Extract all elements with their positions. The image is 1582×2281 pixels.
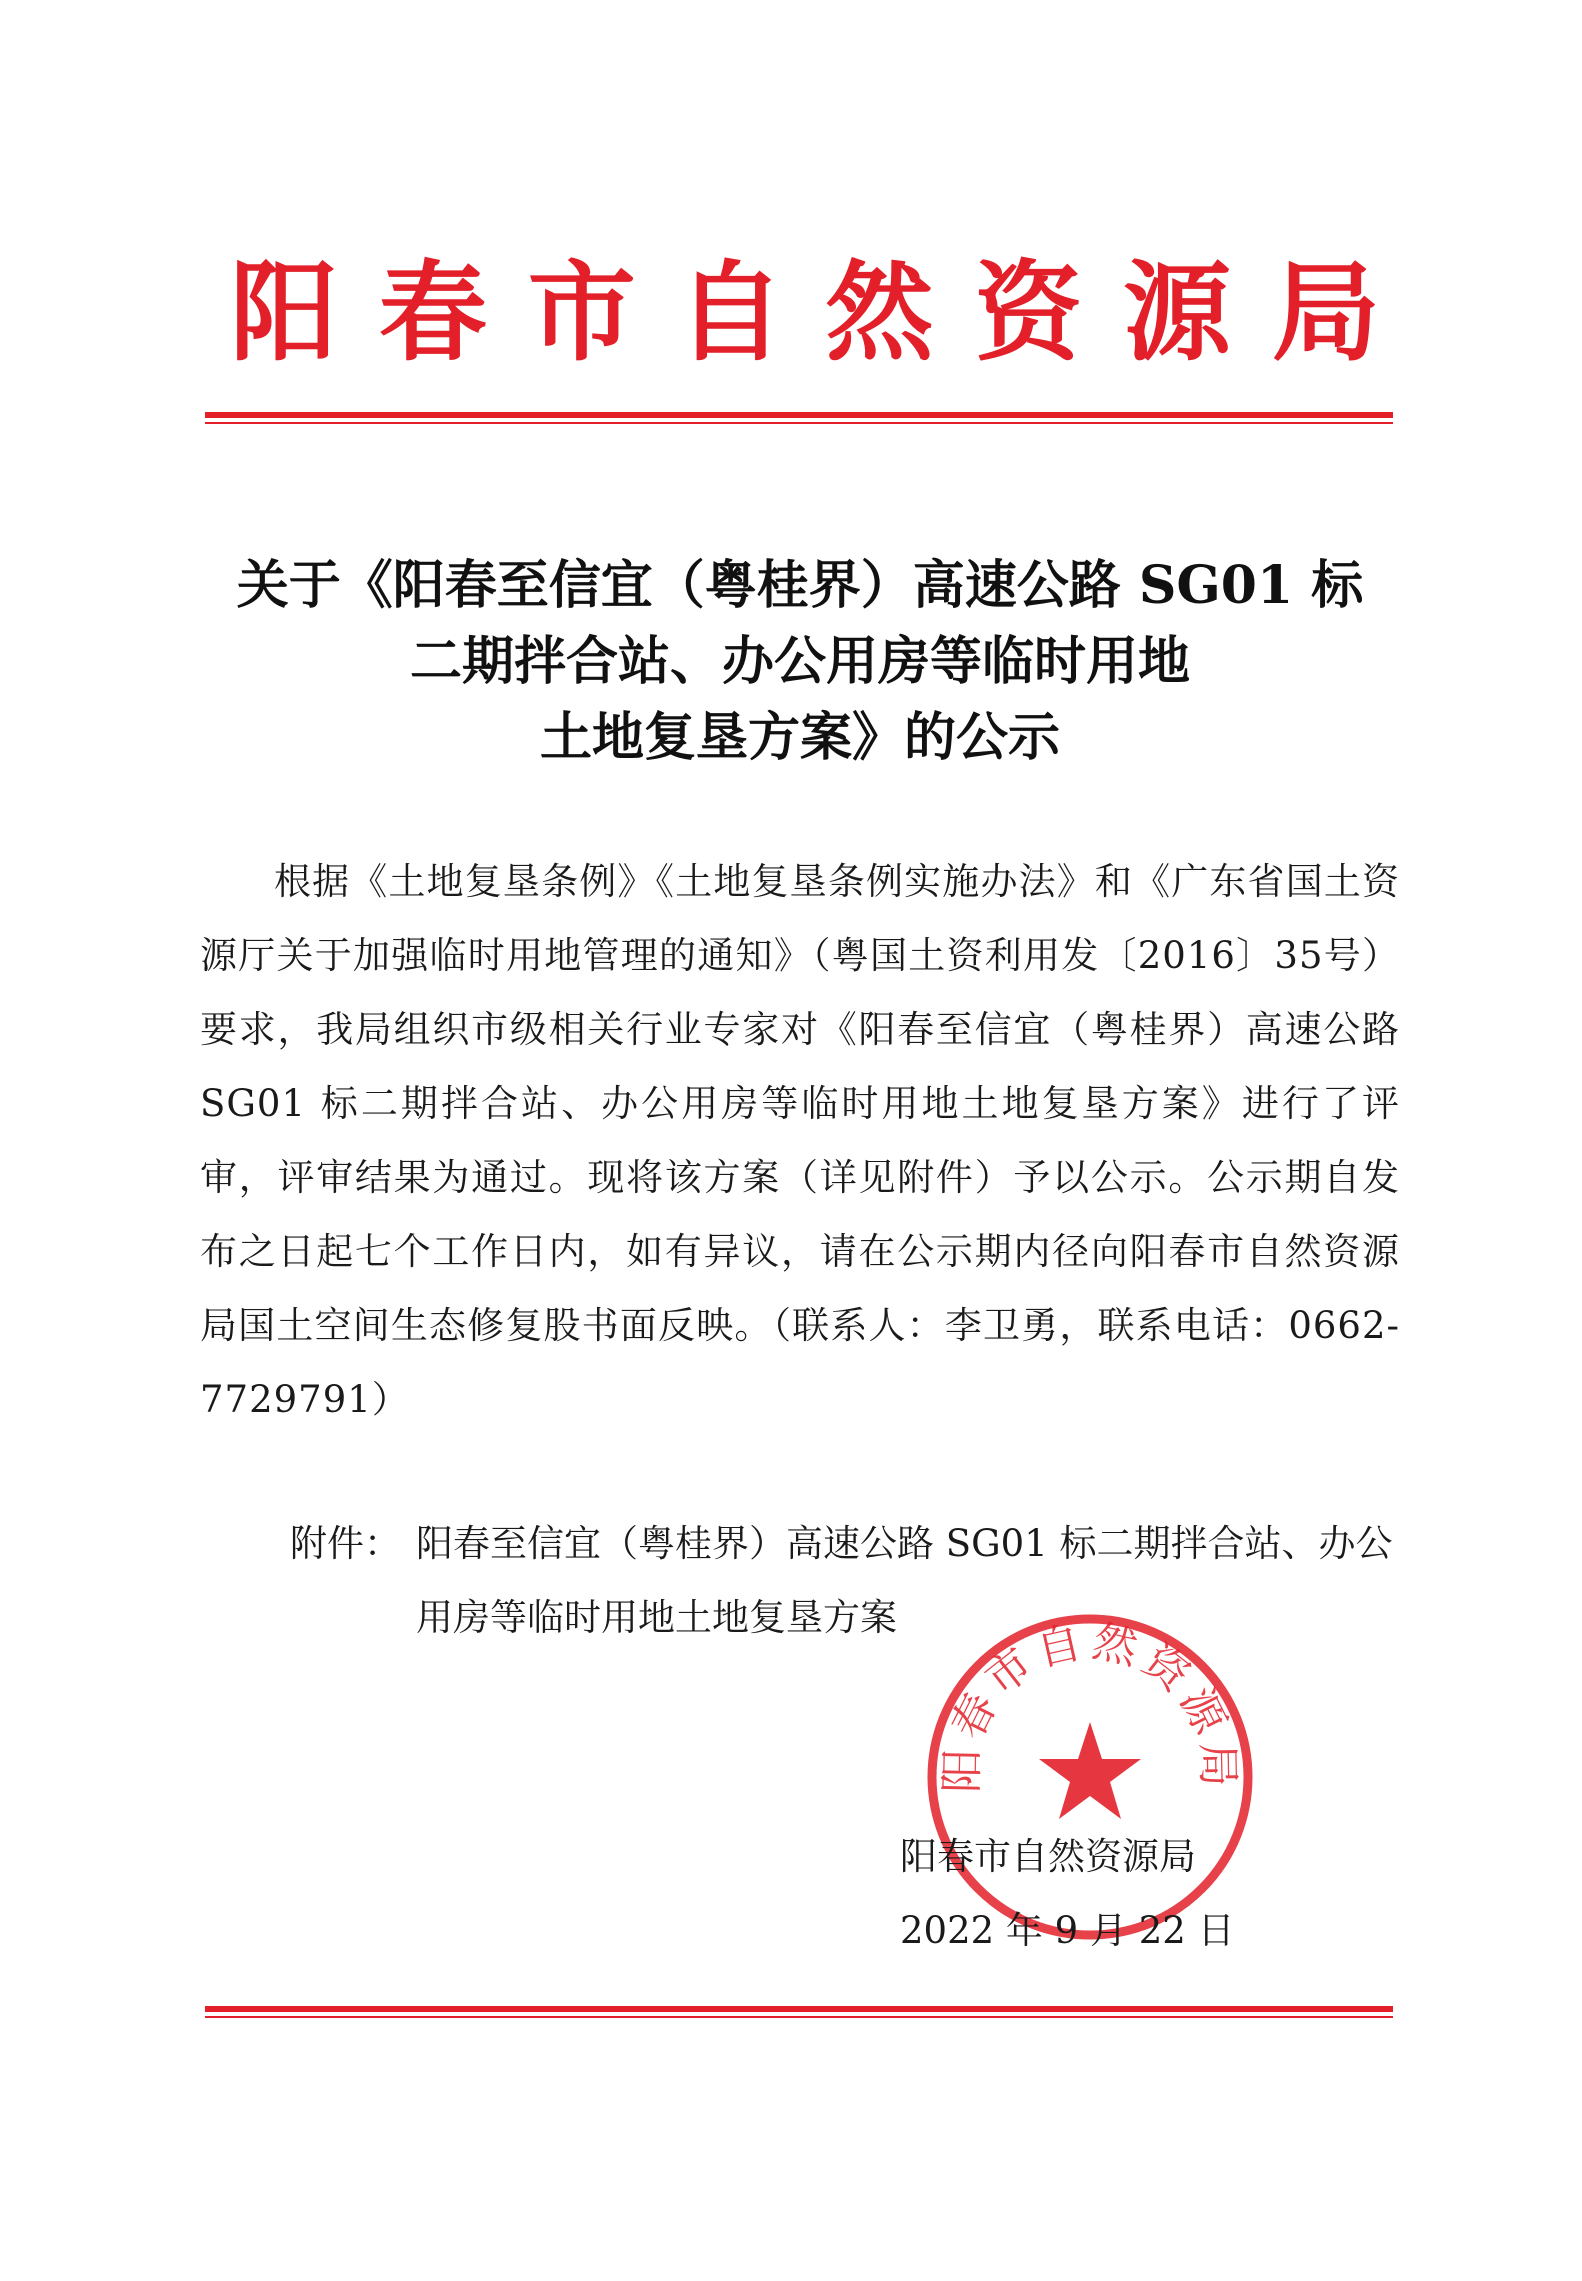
letterhead-char: 阳: [230, 250, 339, 376]
title-line-2: 二期拌合站、办公用房等临时用地: [409, 631, 1190, 692]
letterhead-char: 源: [1123, 250, 1232, 376]
footer-rule-thin: [205, 2016, 1393, 2018]
header-rule-thick: [205, 412, 1393, 418]
document-title: [200, 548, 1400, 776]
issuer-name: 阳春市自然资源局: [900, 1835, 1196, 1878]
title-line-1: 关于《阳春至信宜（粤桂界）高速公路 SG01 标: [236, 555, 1364, 616]
letterhead-char: 局: [1271, 250, 1380, 376]
title-line-3: 土地复垦方案》的公示: [539, 707, 1060, 768]
star-icon: [1039, 1722, 1141, 1819]
body-paragraph: 根据《土地复垦条例》《土地复垦条例实施办法》和《广东省国土资源厅关于加强临时用地管理的通知》（粤国土资利用发〔2016〕35号）要求，我局组织市级相关行业专家对《阳春至信宜（粤桂界）高速公路 SG01 标二期拌合站、办公用房等临时用地土地复垦方案》进行了评审，评审结果为通过。现将该方案（详见附件）予以公示。公示期自发布之日起七个工作日内，如有异议，请在公示期内径向阳春市自然资源局国土空间生态修复股书面反映。（联系人：李卫勇，联系电话：0662-7729791）: [200, 860, 1400, 1421]
letterhead: [230, 248, 1380, 378]
letterhead-char: 春: [378, 250, 487, 376]
issue-date: 2022 年 9 月 22 日: [900, 1909, 1235, 1952]
attachment-label: 附件：: [290, 1522, 401, 1565]
footer-rule-thick: [205, 2006, 1393, 2012]
letterhead-char: 自: [676, 250, 785, 376]
header-rule-thin: [205, 422, 1393, 424]
letterhead-char: 资: [974, 250, 1083, 376]
seal-text: 阳春市自然资源局: [936, 1615, 1244, 1794]
letterhead-char: 然: [825, 250, 934, 376]
letterhead-char: 市: [527, 250, 636, 376]
attachment-text: 阳春至信宜（粤桂界）高速公路 SG01 标二期拌合站、办公用房等临时用地土地复垦方案: [416, 1522, 1393, 1639]
